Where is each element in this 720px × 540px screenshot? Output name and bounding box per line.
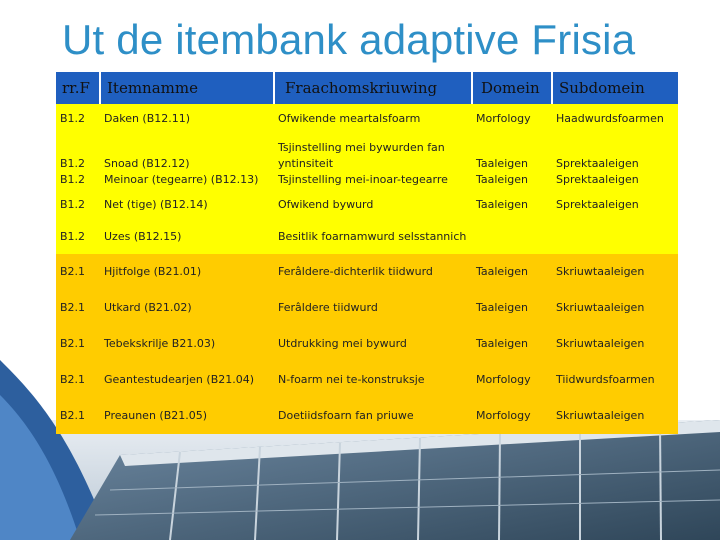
description-line: yntinsiteit [278,157,334,170]
col-header-description: Fraachomskriuwing [274,72,472,104]
description-cell: Utdrukking mei bywurd [274,326,472,362]
subdomain-cell: Skriuwtaaleigen [552,398,678,434]
subdomain-cell [552,134,678,190]
item-name-cell: Net (tige) (B12.14) [100,190,274,220]
table-row [56,362,678,398]
table-row [56,398,678,434]
level-cell: B1.2 [56,190,100,220]
domain-cell [472,220,552,254]
domain-cell: Morfology [472,104,552,134]
table-row [56,290,678,326]
domain-cell: Morfology [472,398,552,434]
table-row [56,104,678,134]
itembank-table [56,72,678,434]
description-cell: Ferâldere tiidwurd [274,290,472,326]
table-row [56,190,678,220]
domain-cell: Taaleigen [472,290,552,326]
item-name-cell: Uzes (B12.15) [100,220,274,254]
subdomain-line: Sprektaaleigen [556,173,639,186]
col-header-subdomain: Subdomein [552,72,678,104]
description-cell: N-foarm nei te-konstruksje [274,362,472,398]
domain-cell [472,134,552,190]
page-title: Ut de itembank adaptive Frisia [62,16,636,63]
col-header-item-name: Itemnamme [100,72,274,104]
subdomain-cell: Haadwurdsfoarmen [552,104,678,134]
level-cell: B2.1 [56,362,100,398]
item-name-cell: Daken (B12.11) [100,104,274,134]
item-name-cell: Tebekskrilje B21.03) [100,326,274,362]
table-row [56,326,678,362]
table-row [56,134,678,190]
description-cell: Ofwikende meartalsfoarm [274,104,472,134]
level-cell [56,134,100,190]
level-cell: B2.1 [56,254,100,290]
subdomain-cell: Skriuwtaaleigen [552,254,678,290]
item-name-cell [100,134,274,190]
item-name-cell: Hjitfolge (B21.01) [100,254,274,290]
description-cell [274,134,472,190]
subdomain-cell: Skriuwtaaleigen [552,326,678,362]
domain-cell: Morfology [472,362,552,398]
item-name-line: Snoad (B12.12) [104,157,190,170]
domain-line: Taaleigen [476,173,528,186]
level-cell: B2.1 [56,326,100,362]
description-cell: Besitlik foarnamwurd selsstannich [274,220,472,254]
item-name-line: Meinoar (tegearre) (B12.13) [104,173,259,186]
level-cell: B1.2 [56,104,100,134]
description-line: Tsjinstelling mei bywurden fan [278,141,445,154]
domain-cell: Taaleigen [472,254,552,290]
level-line: B1.2 [60,157,86,170]
subdomain-cell: Sprektaaleigen [552,190,678,220]
description-cell: Ferâldere-dichterlik tiidwurd [274,254,472,290]
description-line: Tsjinstelling mei-inoar-tegearre [278,173,448,186]
item-name-cell: Utkard (B21.02) [100,290,274,326]
subdomain-cell: Skriuwtaaleigen [552,290,678,326]
table-row [56,254,678,290]
subdomain-line: Sprektaaleigen [556,157,639,170]
table-header-row [56,72,678,104]
description-cell: Doetiidsfoarn fan priuwe [274,398,472,434]
item-name-cell: Preaunen (B21.05) [100,398,274,434]
item-name-cell: Geantestudearjen (B21.04) [100,362,274,398]
table-row [56,220,678,254]
subdomain-cell [552,220,678,254]
col-header-level: rr.F [56,72,100,104]
level-cell: B2.1 [56,398,100,434]
domain-line: Taaleigen [476,157,528,170]
domain-cell: Taaleigen [472,326,552,362]
col-header-domain: Domein [472,72,552,104]
level-cell: B2.1 [56,290,100,326]
level-line: B1.2 [60,173,86,186]
level-cell: B1.2 [56,220,100,254]
domain-cell: Taaleigen [472,190,552,220]
subdomain-cell: Tiidwurdsfoarmen [552,362,678,398]
description-cell: Ofwikend bywurd [274,190,472,220]
